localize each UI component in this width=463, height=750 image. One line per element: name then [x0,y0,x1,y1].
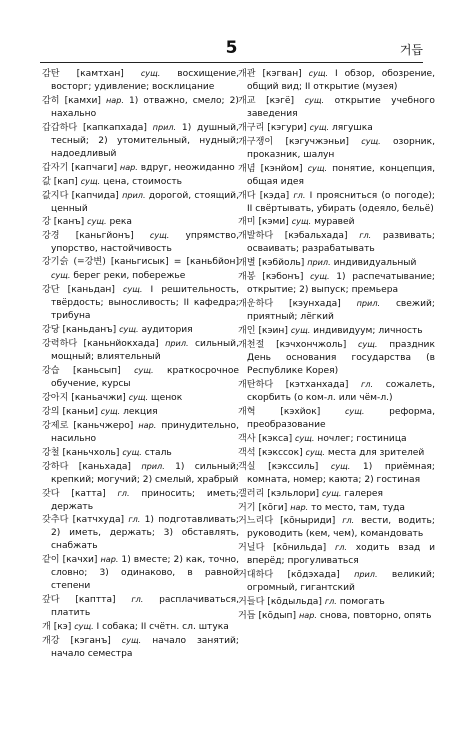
entry-definition: краткосрочное обучение, курсы [51,365,239,389]
entry-part-of-speech: гл. [334,542,347,553]
entry-headword: 강력하다 [42,339,78,350]
entry-part-of-speech: нар. [119,161,138,172]
entry-definition: 1) сильный; крепкий; могучий; 2) смелый, храбрый [51,461,239,485]
entry-part-of-speech: прил. [356,298,381,309]
entry-headword: 개 [42,622,51,633]
entry-part-of-speech: сущ. [149,230,170,241]
entry-part-of-speech: гл. [293,189,306,200]
dictionary-entry [238,135,435,162]
entry-transcription: [каньгйонъ] [75,231,134,242]
dictionary-entry [42,419,239,446]
entry-part-of-speech: нар. [298,610,317,621]
entry-part-of-speech: сущ. [291,216,312,227]
entry-headword: 개관 [238,69,256,79]
entry-definition: развивать; осваивать; разрабатывать [247,231,435,255]
entry-definition: индивидуальный [333,258,417,269]
dictionary-entry [238,487,435,501]
dictionary-entry [42,620,239,634]
entry-part-of-speech: сущ. [304,94,325,105]
entry-transcription: [кап] [53,176,78,187]
entry-part-of-speech: нар. [100,554,119,565]
entry-definition: приносить; иметь; держать [51,488,239,512]
entry-transcription: [кōныриди] [280,516,336,527]
entry-headword: 거들다 [238,597,265,608]
entry-transcription: [кэбальхада] [284,231,348,242]
entry-headword: 갑갑하다 [42,122,78,133]
entry-part-of-speech: сущ. [358,339,378,350]
entry-transcription: [кэбйоль] [258,258,305,269]
entry-headword: 강의 [42,406,60,417]
entry-transcription: [кэбонъ] [262,272,304,283]
entry-definition: галерея [344,488,383,499]
entry-headword: 같이 [42,555,60,566]
entry-transcription: [кэкссиль] [268,461,319,472]
dictionary-entry [42,121,239,161]
entry-headword: 강 [42,217,51,228]
entry-headword: 개인 [238,326,256,337]
dictionary-entry [238,405,435,432]
dictionary-entry [238,256,435,270]
dictionary-entry [238,432,435,446]
entry-part-of-speech: нар. [105,94,124,105]
entry-transcription: [канъ] [53,217,85,228]
page-number: 5 [225,38,238,58]
entry-definition: места для зрителей [327,447,425,458]
entry-headword: 거기 [238,502,256,513]
entry-transcription: [каньхада] [78,461,131,472]
dictionary-entry [238,595,435,609]
entry-part-of-speech: сущ. [140,68,161,78]
entry-definition: I обзор, обозрение, общий вид; II открытие (музея) [247,69,435,92]
entry-headword: 개천절 [238,340,265,351]
entry-headword: 강아지 [42,392,69,403]
entry-transcription: [кōдыльда] [267,597,322,608]
dictionary-entry [238,162,435,189]
entry-headword: 값지다 [42,190,69,201]
dictionary-entry [238,338,435,378]
entry-headword: 개념 [238,163,256,174]
entry-definition: праздник День основания государства (в Республике Корея) [247,340,435,376]
entry-headword: 객사 [238,433,256,444]
entry-transcription: [кэгури] [267,122,307,133]
entry-transcription: [качхи] [62,555,98,566]
entry-transcription: [кэганъ] [70,636,111,647]
entry-definition: озорник, проказник, шалун [247,136,435,160]
entry-definition: реформа, преобразование [247,406,435,430]
entry-headword: 강습 [42,365,60,376]
entry-part-of-speech: гл. [324,596,337,607]
entry-headword: 갑자기 [42,162,69,173]
entry-definition: I проясниться (о погоде); II свёртывать, убирать (одеяло, бельё) [247,190,435,214]
entry-headword: 개강 [42,636,60,647]
entry-definition: снова, повторно, опять [319,611,432,622]
dictionary-entry [42,323,239,337]
entry-definition: муравей [314,217,355,228]
dictionary-entry [42,256,239,283]
entry-transcription: [камхи] [64,95,101,106]
entry-part-of-speech: сущ. [100,405,121,416]
entry-part-of-speech: гл. [342,515,355,526]
entry-definition: река [109,217,132,228]
dictionary-entry [238,67,435,94]
entry-definition: цена, стоимость [103,176,182,187]
entry-definition: лягушка [331,122,373,133]
entry-part-of-speech: гл. [128,514,141,525]
entry-part-of-speech: гл. [359,230,372,241]
entry-headword: 강경 [42,231,60,242]
entry-transcription: [каптта] [75,595,116,606]
entry-definition: 1) приёмная; комната, номер; каюта; 2) гостиная [247,461,435,485]
entry-definition: принудительно, насильно [51,420,239,444]
entry-definition: берег реки, побережье [73,271,186,282]
entry-definition: великий; огромный, гигантский [247,570,435,594]
header-rule [40,62,423,63]
dictionary-entry [42,229,239,256]
entry-transcription: [катта] [71,488,106,499]
entry-part-of-speech: нар. [290,501,309,512]
entry-part-of-speech: сущ. [309,121,330,132]
dictionary-entry [238,270,435,297]
entry-transcription: [кэда] [259,190,290,201]
entry-part-of-speech: прил. [141,460,165,471]
entry-headword: 감히 [42,95,60,106]
entry-part-of-speech: сущ. [128,391,149,402]
entry-definition: понятие, концепция, общая идея [247,163,435,187]
entry-part-of-speech: сущ. [119,324,139,335]
entry-headword: 객실 [238,461,256,472]
entry-part-of-speech: гл. [131,594,144,605]
entry-part-of-speech: сущ. [361,135,381,146]
entry-headword: 개별 [238,258,256,269]
left-column [42,67,239,661]
entry-transcription: [кōдэхада] [287,570,340,581]
entry-definition: 1) вместе; 2) как, точно, словно; 3) одинаково, в равной степени [51,555,239,592]
entry-transcription: [кэтханхада] [285,379,349,390]
entry-headword: 강기슭 (=강변) [42,257,106,268]
entry-part-of-speech: гл. [361,378,374,389]
entry-definition: 1) душный, тесный; 2) утомительный, нудный; надоедливый [51,122,239,159]
dictionary-entry [238,121,435,135]
dictionary-entry [238,501,435,515]
entry-headword: 값 [42,176,51,187]
entry-transcription: [капчаги] [71,162,118,173]
entry-headword: 개미 [238,217,256,228]
entry-part-of-speech: прил. [152,121,177,132]
entry-headword: 거느리다 [238,516,274,527]
entry-definition: 1) распечатывание; открытие; 2) выпуск; премьера [247,272,435,296]
dictionary-entry [42,391,239,405]
entry-headword: 개구리 [238,122,265,133]
right-column [238,67,435,623]
dictionary-entry [42,405,239,419]
entry-headword: 거듭 [238,611,256,622]
entry-transcription: [кэ] [53,622,72,633]
entry-transcription: [кэчхончжоль] [276,340,347,351]
entry-transcription: [кōги] [258,502,288,513]
dictionary-entry [42,446,239,460]
entry-headword: 강철 [42,447,60,458]
entry-headword: 강단 [42,285,60,296]
dictionary-entry [42,94,239,121]
entry-transcription: [капчида] [71,190,119,201]
entry-part-of-speech: сущ. [344,405,365,416]
dictionary-entry [238,229,435,256]
entry-definition: сталь [144,447,172,458]
entry-headword: 거대하다 [238,570,274,581]
entry-part-of-speech: прил. [354,569,378,580]
entry-transcription: [каньсып] [73,365,121,376]
dictionary-entry [42,337,239,364]
entry-part-of-speech: сущ. [295,432,315,443]
entry-part-of-speech: сущ. [74,621,94,632]
entry-transcription: [кэхйок] [280,406,321,417]
entry-transcription: [каньгисык] = [каньбйон] [110,257,239,268]
entry-part-of-speech: сущ. [51,270,71,281]
entry-headword: 개봉 [238,272,256,283]
entry-transcription: [кэми] [258,217,289,228]
entry-headword: 갖다 [42,488,60,499]
entry-transcription: [каньчхоль] [62,447,120,458]
entry-transcription: [кōдып] [258,611,297,622]
dictionary-entry [238,215,435,229]
entry-definition: вести, водить; руководить (кем, чем), командовать [247,516,435,540]
dictionary-entry [238,378,435,405]
dictionary-entry [42,487,239,514]
entry-part-of-speech: сущ. [307,162,328,173]
entry-definition: помогать [339,597,385,608]
dictionary-entry [238,446,435,460]
dictionary-entry [238,324,435,338]
entry-transcription: [кэгё] [266,95,295,106]
entry-part-of-speech: прил. [165,338,189,349]
entry-headword: 강제로 [42,420,69,431]
dictionary-entry [42,364,239,391]
entry-headword: 강하다 [42,461,69,472]
dictionary-entry [238,189,435,216]
entry-headword: 개발하다 [238,231,274,242]
entry-definition: ночлег; гостиница [317,433,407,444]
entry-transcription: [камтхан] [76,69,124,79]
dictionary-entry [42,553,239,593]
entry-part-of-speech: прил. [307,257,331,268]
entry-definition: восхищение, восторг; удивление; восклицание [51,69,239,92]
entry-part-of-speech: сущ. [305,446,325,457]
entry-headword: 강당 [42,325,60,336]
entry-definition: начало занятий; начало семестра [51,636,239,659]
entry-transcription: [капкапхада] [82,122,147,133]
entry-part-of-speech: сущ. [321,487,342,498]
entry-definition: сильный, мощный; влиятельный [51,339,239,363]
dictionary-entry [42,460,239,487]
entry-definition: сожалеть, скорбить (о ком-л. или чём-л.) [247,379,435,403]
entry-transcription: [кэкссок] [258,447,303,458]
dictionary-entry [238,514,435,541]
dictionary-entry [42,634,239,661]
entry-headword: 갤러리 [238,488,265,499]
entry-definition: щенок [151,392,183,403]
entry-transcription: [каньданъ] [62,325,117,336]
entry-part-of-speech: сущ. [80,175,101,186]
entry-headword: 개혁 [238,406,256,417]
entry-definition: 1) отважно, смело; 2) нахально [51,95,239,119]
entry-transcription: [каньачжи] [71,392,126,403]
dictionary-entry [238,94,435,121]
entry-transcription: [каньнйокхада] [83,339,159,350]
entry-headword: 객석 [238,447,256,458]
entry-headword: 거닐다 [238,543,265,554]
running-head: 거듭 [399,43,423,57]
dictionary-entry [238,460,435,487]
page-header [40,38,423,64]
entry-definition: индивидуум; личность [313,326,423,337]
entry-part-of-speech: сущ. [290,325,311,336]
dictionary-entry [238,568,435,595]
entry-part-of-speech: сущ. [122,446,142,457]
entry-definition: аудитория [141,325,193,336]
entry-definition: упрямство, упорство, настойчивость [51,231,239,255]
entry-transcription: [каньи] [62,406,98,417]
entry-definition: свежий; приятный; лёгкий [247,299,435,323]
entry-transcription: [кэгван] [262,69,302,79]
entry-definition: вдруг, неожиданно [140,162,235,173]
entry-headword: 개구쟁이 [238,136,274,147]
entry-transcription: [кōнильда] [273,543,327,554]
dictionary-entry [238,297,435,324]
entry-definition: дорогой, стоящий, ценный [51,190,239,214]
entry-definition: то место, там, туда [311,502,406,513]
entry-definition: I решительность, твёрдость; выносливость; II кафедра; трибуна [51,285,239,322]
entry-part-of-speech: сущ. [308,68,329,78]
entry-definition: ходить взад и вперёд; прогуливаться [247,543,435,567]
entry-definition: расплачиваться, платить [51,595,239,619]
entry-headword: 갚다 [42,595,60,606]
entry-part-of-speech: сущ. [330,460,351,471]
dictionary-entry [42,161,239,175]
entry-definition: 1) подготавливать; 2) иметь, держать; 3) обставлять, снабжать [51,515,239,552]
entry-headword: 개다 [238,190,256,201]
entry-part-of-speech: сущ. [310,271,330,282]
dictionary-entry [42,513,239,553]
dictionary-entry [42,189,239,216]
entry-transcription: [катчхуда] [72,515,125,526]
entry-definition: лекция [123,406,158,417]
entry-definition: открытие учебного заведения [247,95,435,119]
entry-headword: 개운하다 [238,299,274,310]
entry-part-of-speech: сущ. [121,635,142,646]
entry-headword: 감탄 [42,69,60,79]
entry-transcription: [кэльлори] [267,488,320,499]
dictionary-entry [238,609,435,623]
entry-part-of-speech: гл. [117,487,130,498]
entry-transcription: [кэнйом] [260,163,303,174]
entry-transcription: [кэгучжэньи] [285,136,349,147]
entry-transcription: [кэин] [258,326,288,337]
entry-transcription: [кэунхада] [289,299,341,310]
dictionary-entry [42,175,239,189]
dictionary-entry [42,67,239,94]
entry-part-of-speech: сущ. [134,364,154,375]
entry-part-of-speech: прил. [122,189,146,200]
dictionary-entry [42,593,239,620]
entry-transcription: [кэкса] [258,433,293,444]
entry-headword: 개탄하다 [238,379,274,390]
entry-transcription: [каньдан] [67,285,115,296]
entry-part-of-speech: сущ. [123,284,143,295]
entry-headword: 개교 [238,95,256,106]
entry-definition: I собака; II счётн. сл. штука [96,622,229,633]
entry-headword: 갖추다 [42,515,69,526]
dictionary-entry [42,215,239,229]
entry-part-of-speech: нар. [138,419,157,430]
entry-part-of-speech: сущ. [87,216,107,227]
entry-transcription: [каньчжеро] [73,420,134,431]
dictionary-entry [238,541,435,568]
dictionary-entry [42,283,239,323]
